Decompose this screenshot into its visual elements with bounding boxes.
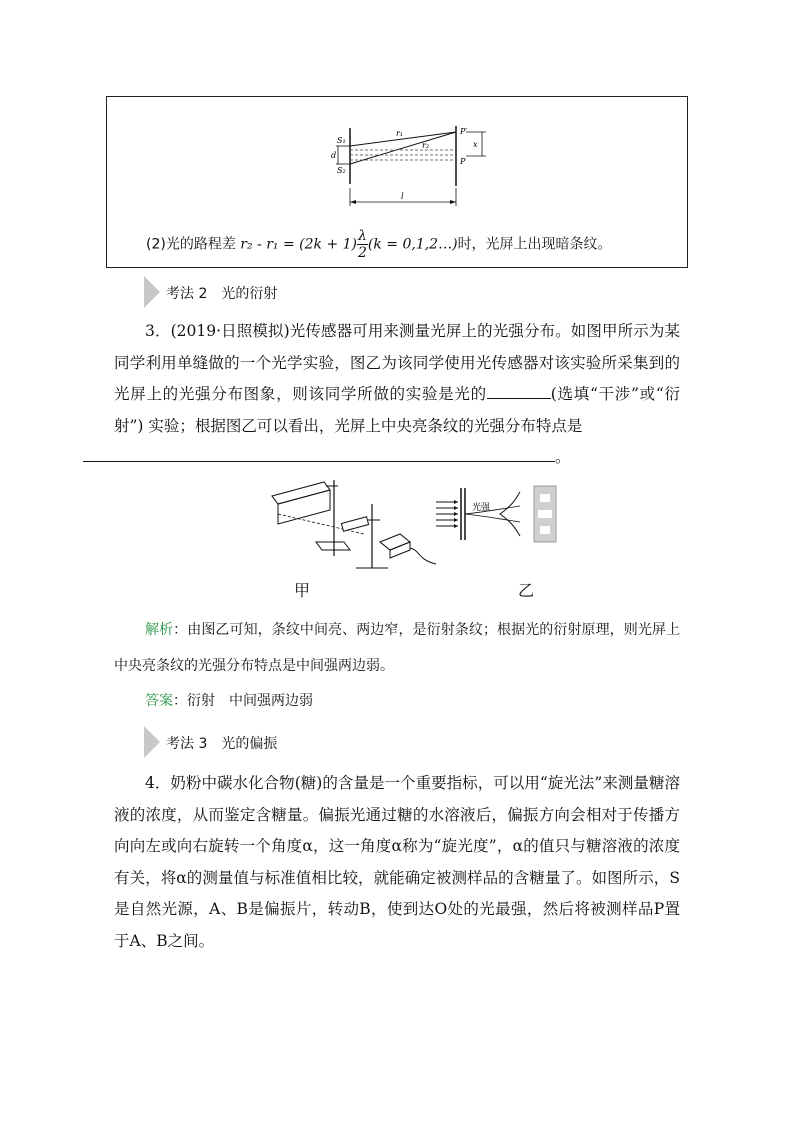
- figure-yi-intensity-pattern: [434, 484, 558, 544]
- triangle-marker-icon: [144, 726, 160, 758]
- formula-line: (2)光的路程差 r₂ - r₁ = (2k + 1) $\frac{\lambda}{2}$ (k = 0,1,2…)时，光屏上出现暗条纹。: [146, 228, 612, 261]
- label-r1: r₁: [396, 129, 404, 138]
- label-s1: S₁: [337, 136, 346, 145]
- figure-caption-yi: 乙: [518, 581, 535, 600]
- analysis-label: 解析: [145, 622, 174, 638]
- label-d: d: [331, 151, 337, 160]
- figure-caption-jia: 甲: [294, 581, 311, 600]
- label-l: l: [401, 192, 404, 201]
- formula-fraction: $\frac{\lambda}{2}$: [357, 228, 367, 261]
- light-intensity-label: 光强: [472, 503, 491, 513]
- double-slit-diagram: [326, 126, 506, 210]
- question-4: 4．奶粉中碳水化合物(糖)的含量是一个重要指标，可以用“旋光法”来测量糖溶液的浓度，从而鉴定含糖量。偏振光通过糖的水溶液后，偏振方向会相对于传播方向向左或向右旋转一个角度α，这一角度α称为“旋光度”，α的值只与糖溶液的浓度有关，将α的测量值与标准值相比较，就能确定被测样品的含糖量了。如图所示，S是自然光源，A、B是偏振片，转动B，使到达O处的光最强，然后将被测样品P置于A、B之间。: [114, 774, 680, 950]
- blank-2: [83, 446, 555, 463]
- triangle-marker-icon: [144, 276, 160, 308]
- formula-expr: r₂ - r₁ = (2k + 1): [240, 236, 358, 253]
- label-p-prime: P′: [460, 127, 468, 136]
- figure-jia-slit-apparatus: [268, 476, 438, 576]
- blank-1: [487, 383, 551, 400]
- answer: 答案：衍射 中间强两边弱: [145, 693, 313, 709]
- label-r2: r₂: [422, 141, 430, 150]
- label-s2: S₂: [337, 166, 346, 175]
- analysis: 解析：由图乙可知，条纹中间亮、两边窄，是衍射条纹；根据光的衍射原理，则光屏上中央亮条纹的光强分布特点是中间强两边弱。: [114, 622, 681, 674]
- label-p: P: [460, 157, 466, 166]
- label-x: x: [473, 140, 478, 149]
- question-3: 3．(2019·日照模拟)光传感器可用来测量光屏上的光强分布。如图甲所示为某同学利用单缝做的一个光学实验，图乙为该同学使用光传感器对该实验所采集到的光屏上的光强分布图象，则该同学所做的实验是光的 (选填“干涉”或“衍射”) 实验；根据图乙可以看出，光屏上中央亮条纹的光强分布特点是 。: [114, 316, 680, 474]
- answer-label: 答案: [145, 693, 173, 709]
